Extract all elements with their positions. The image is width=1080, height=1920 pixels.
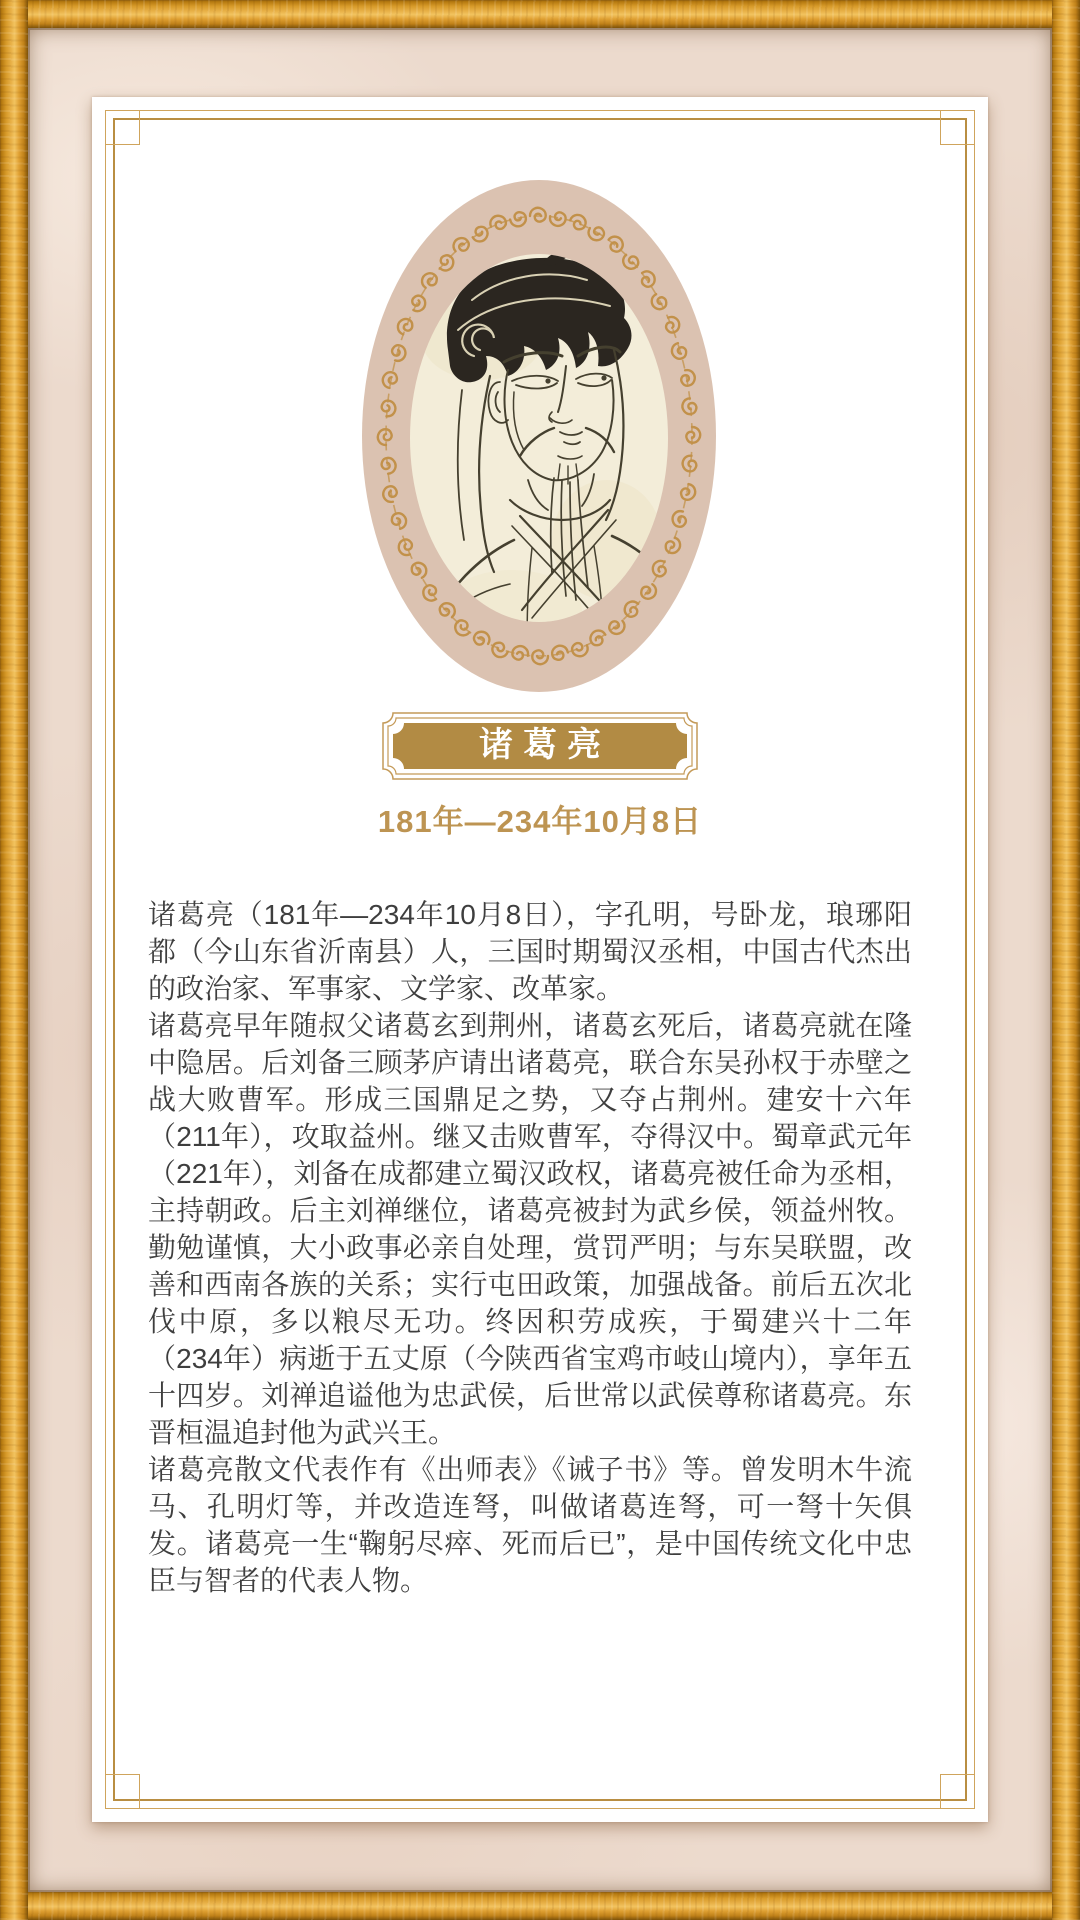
- bio-paragraph: 诸葛亮散文代表作有《出师表》《诫子书》等。曾发明木牛流马、孔明灯等，并改造连弩，叫做诸葛连弩，可一弩十矢俱发。诸葛亮一生“鞠躬尽瘁、死而后已”，是中国传统文化中忠臣与智者的代表人物。: [148, 1454, 912, 1596]
- biography-text: [148, 896, 912, 1599]
- corner-ornament: [940, 1774, 975, 1809]
- bio-paragraph: 诸葛亮早年随叔父诸葛玄到荆州，诸葛玄死后，诸葛亮就在隆中隐居。后刘备三顾茅庐请出诸葛亮，联合东吴孙权于赤壁之战大败曹军。形成三国鼎足之势，又夺占荆州。建安十六年（211年），攻取益州。继又击败曹军，夺得汉中。蜀章武元年（221年），刘备在成都建立蜀汉政权，诸葛亮被任命为丞相，主持朝政。后主刘禅继位，诸葛亮被封为武乡侯，领益州牧。勤勉谨慎，大小政事必亲自处理，赏罚严明；与东吴联盟，改善和西南各族的关系；实行屯田政策，加强战备。前后五次北伐中原，多以粮尽无功。终因积劳成疾，于蜀建兴十二年（234年）病逝于五丈原（今陕西省宝鸡市岐山境内），享年五十四岁。刘禅追谥他为忠武侯，后世常以武侯尊称诸葛亮。东晋桓温追封他为武兴王。: [148, 1010, 912, 1448]
- bio-paragraph: 诸葛亮（181年—234年10月8日），字孔明，号卧龙，琅琊阳都（今山东省沂南县）人，三国时期蜀汉丞相，中国古代杰出的政治家、军事家、文学家、改革家。: [148, 899, 912, 1004]
- name-plaque: [382, 712, 698, 780]
- person-name: 诸葛亮: [479, 726, 611, 764]
- wooden-frame-top: [0, 0, 1080, 28]
- portrait-illustration: [362, 180, 716, 692]
- corner-ornament: [940, 110, 975, 145]
- wooden-frame-left: [0, 0, 28, 1920]
- wooden-frame-bottom: [0, 1892, 1080, 1920]
- corner-ornament: [105, 110, 140, 145]
- wooden-frame-right: [1052, 0, 1080, 1920]
- biography-card: [92, 97, 988, 1822]
- portrait-medallion: [362, 180, 716, 692]
- corner-ornament: [105, 1774, 140, 1809]
- life-dates: 181年—234年10月8日: [377, 804, 703, 839]
